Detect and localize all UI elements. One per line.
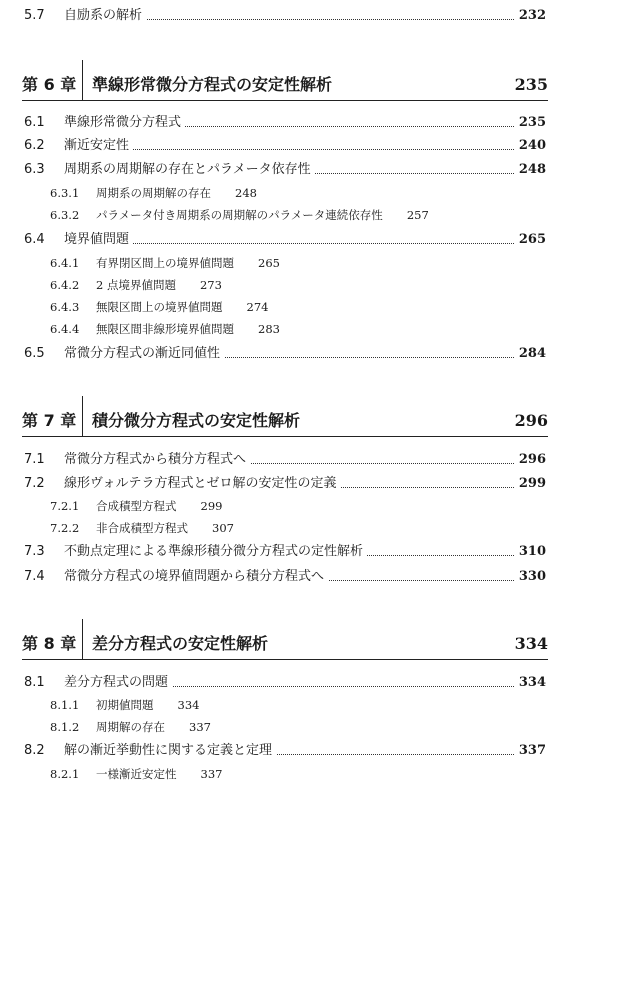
toc-entry-7-4[interactable] bbox=[0, 567, 626, 587]
toc-subentry-6-4-1[interactable] bbox=[0, 254, 626, 272]
section-title: 境界値問題 bbox=[64, 230, 133, 250]
section-title: 常微分方程式の漸近同値性 bbox=[64, 344, 224, 364]
subsection-number: 6.4.3 bbox=[50, 300, 80, 314]
subsection-number: 6.4.4 bbox=[50, 322, 80, 336]
section-number: 6.2 bbox=[24, 138, 45, 153]
section-number: 6.4 bbox=[24, 232, 45, 247]
subsection-text bbox=[96, 184, 257, 202]
subsection-text bbox=[96, 254, 280, 272]
subsection-title: 有界閉区間上の境界値問題 bbox=[96, 256, 234, 270]
section-page: 337 bbox=[515, 741, 546, 761]
subsection-number: 8.2.1 bbox=[50, 767, 80, 781]
section-title: 差分方程式の問題 bbox=[64, 673, 172, 693]
chapter-heading-7[interactable] bbox=[22, 404, 548, 438]
toc-entry-5-7[interactable] bbox=[0, 6, 626, 26]
section-number: 5.7 bbox=[24, 8, 45, 23]
subsection-text bbox=[96, 298, 268, 316]
section-title: 不動点定理による準線形積分微分方程式の定性解析 bbox=[64, 542, 367, 562]
section-page: 232 bbox=[515, 6, 546, 26]
toc-entry-6-1[interactable] bbox=[0, 113, 626, 133]
toc-entry-7-2[interactable] bbox=[0, 474, 626, 494]
subsection-number: 6.3.2 bbox=[50, 208, 80, 222]
section-number: 7.4 bbox=[24, 569, 45, 584]
section-page: 296 bbox=[515, 450, 546, 470]
section-title: 解の漸近挙動性に関する定義と定理 bbox=[64, 741, 276, 761]
toc-subentry-6-3-1[interactable] bbox=[0, 184, 626, 202]
chapter-title: 準線形常微分方程式の安定性解析 bbox=[92, 75, 333, 94]
subsection-number: 6.4.1 bbox=[50, 256, 80, 270]
toc-subentry-6-4-4[interactable] bbox=[0, 320, 626, 338]
section-number: 6.5 bbox=[24, 346, 45, 361]
subsection-title: 初期値問題 bbox=[96, 698, 154, 712]
toc-subentry-8-1-2[interactable] bbox=[0, 718, 626, 736]
section-number: 6.1 bbox=[24, 115, 45, 130]
chapter-label: 第 6 章 bbox=[22, 75, 77, 94]
section-page: 265 bbox=[515, 230, 546, 250]
chapter-heading-6[interactable] bbox=[22, 68, 548, 102]
chapter-rule bbox=[22, 659, 548, 660]
section-page: 235 bbox=[515, 113, 546, 133]
subsection-page: 248 bbox=[235, 186, 257, 200]
toc-subentry-6-3-2[interactable] bbox=[0, 206, 626, 224]
subsection-page: 307 bbox=[212, 521, 234, 535]
subsection-number: 8.1.1 bbox=[50, 698, 80, 712]
subsection-number: 7.2.1 bbox=[50, 499, 80, 513]
toc-entry-6-2[interactable] bbox=[0, 136, 626, 156]
toc-subentry-8-1-1[interactable] bbox=[0, 696, 626, 714]
subsection-page: 337 bbox=[189, 720, 211, 734]
section-title: 周期系の周期解の存在とパラメータ依存性 bbox=[64, 160, 315, 180]
subsection-title: 非合成積型方程式 bbox=[96, 521, 188, 535]
section-number: 7.1 bbox=[24, 452, 45, 467]
section-title: 準線形常微分方程式 bbox=[64, 113, 185, 133]
subsection-title: 合成積型方程式 bbox=[96, 499, 177, 513]
section-page: 334 bbox=[515, 673, 546, 693]
subsection-page: 283 bbox=[258, 322, 280, 336]
subsection-page: 337 bbox=[200, 767, 223, 781]
section-page: 310 bbox=[515, 542, 546, 562]
subsection-text bbox=[96, 696, 199, 714]
subsection-text bbox=[96, 276, 222, 294]
subsection-page: 299 bbox=[200, 499, 223, 513]
toc-entry-8-1[interactable] bbox=[0, 673, 626, 693]
section-page: 240 bbox=[515, 136, 546, 156]
subsection-title: 一様漸近安定性 bbox=[96, 767, 177, 781]
chapter-page: 235 bbox=[514, 75, 548, 94]
subsection-title: パラメータ付き周期系の周期解のパラメータ連続依存性 bbox=[96, 208, 383, 222]
section-page: 299 bbox=[515, 474, 546, 494]
chapter-page: 334 bbox=[514, 634, 548, 653]
subsection-text bbox=[96, 497, 222, 515]
subsection-title: 2 点境界値問題 bbox=[96, 278, 176, 292]
subsection-text bbox=[96, 206, 429, 224]
section-title: 漸近安定性 bbox=[64, 136, 133, 156]
chapter-divider bbox=[82, 60, 83, 100]
subsection-text bbox=[96, 320, 280, 338]
toc-subentry-6-4-2[interactable] bbox=[0, 276, 626, 294]
subsection-page: 334 bbox=[177, 698, 200, 712]
subsection-number: 6.4.2 bbox=[50, 278, 80, 292]
toc-subentry-6-4-3[interactable] bbox=[0, 298, 626, 316]
subsection-number: 7.2.2 bbox=[50, 521, 80, 535]
chapter-rule bbox=[22, 100, 548, 101]
section-page: 248 bbox=[515, 160, 546, 180]
subsection-page: 265 bbox=[258, 256, 280, 270]
section-number: 6.3 bbox=[24, 162, 45, 177]
toc-entry-6-5[interactable] bbox=[0, 344, 626, 364]
toc-entry-6-3[interactable] bbox=[0, 160, 626, 180]
subsection-title: 無限区間上の境界値問題 bbox=[96, 300, 223, 314]
chapter-heading-8[interactable] bbox=[22, 627, 548, 661]
chapter-divider bbox=[82, 396, 83, 436]
subsection-title: 周期解の存在 bbox=[96, 720, 165, 734]
section-number: 8.2 bbox=[24, 743, 45, 758]
section-number: 7.3 bbox=[24, 544, 45, 559]
subsection-title: 無限区間非線形境界値問題 bbox=[96, 322, 234, 336]
chapter-title: 積分微分方程式の安定性解析 bbox=[92, 411, 301, 430]
toc-subentry-8-2-1[interactable] bbox=[0, 765, 626, 783]
subsection-number: 6.3.1 bbox=[50, 186, 80, 200]
subsection-page: 274 bbox=[246, 300, 269, 314]
section-page: 330 bbox=[515, 567, 546, 587]
subsection-text bbox=[96, 765, 222, 783]
dot-leader bbox=[64, 149, 546, 150]
chapter-divider bbox=[82, 619, 83, 659]
toc-subentry-7-2-2[interactable] bbox=[0, 519, 626, 537]
subsection-text bbox=[96, 519, 234, 537]
subsection-text bbox=[96, 718, 211, 736]
chapter-label: 第 7 章 bbox=[22, 411, 77, 430]
chapter-rule bbox=[22, 436, 548, 437]
chapter-label: 第 8 章 bbox=[22, 634, 77, 653]
toc-entry-6-4[interactable] bbox=[0, 230, 626, 250]
toc-entry-8-2[interactable] bbox=[0, 741, 626, 761]
subsection-number: 8.1.2 bbox=[50, 720, 80, 734]
subsection-title: 周期系の周期解の存在 bbox=[96, 186, 211, 200]
toc-entry-7-1[interactable] bbox=[0, 450, 626, 470]
section-title: 自励系の解析 bbox=[64, 6, 146, 26]
section-title: 常微分方程式の境界値問題から積分方程式へ bbox=[64, 567, 328, 587]
section-title: 線形ヴォルテラ方程式とゼロ解の安定性の定義 bbox=[64, 474, 340, 494]
subsection-page: 257 bbox=[406, 208, 429, 222]
toc-entry-7-3[interactable] bbox=[0, 542, 626, 562]
section-page: 284 bbox=[515, 344, 546, 364]
section-number: 8.1 bbox=[24, 675, 45, 690]
subsection-page: 273 bbox=[199, 278, 222, 292]
chapter-page: 296 bbox=[514, 411, 548, 430]
dot-leader bbox=[64, 243, 546, 244]
section-number: 7.2 bbox=[24, 476, 45, 491]
section-title: 常微分方程式から積分方程式へ bbox=[64, 450, 250, 470]
toc-subentry-7-2-1[interactable] bbox=[0, 497, 626, 515]
chapter-title: 差分方程式の安定性解析 bbox=[92, 634, 269, 653]
